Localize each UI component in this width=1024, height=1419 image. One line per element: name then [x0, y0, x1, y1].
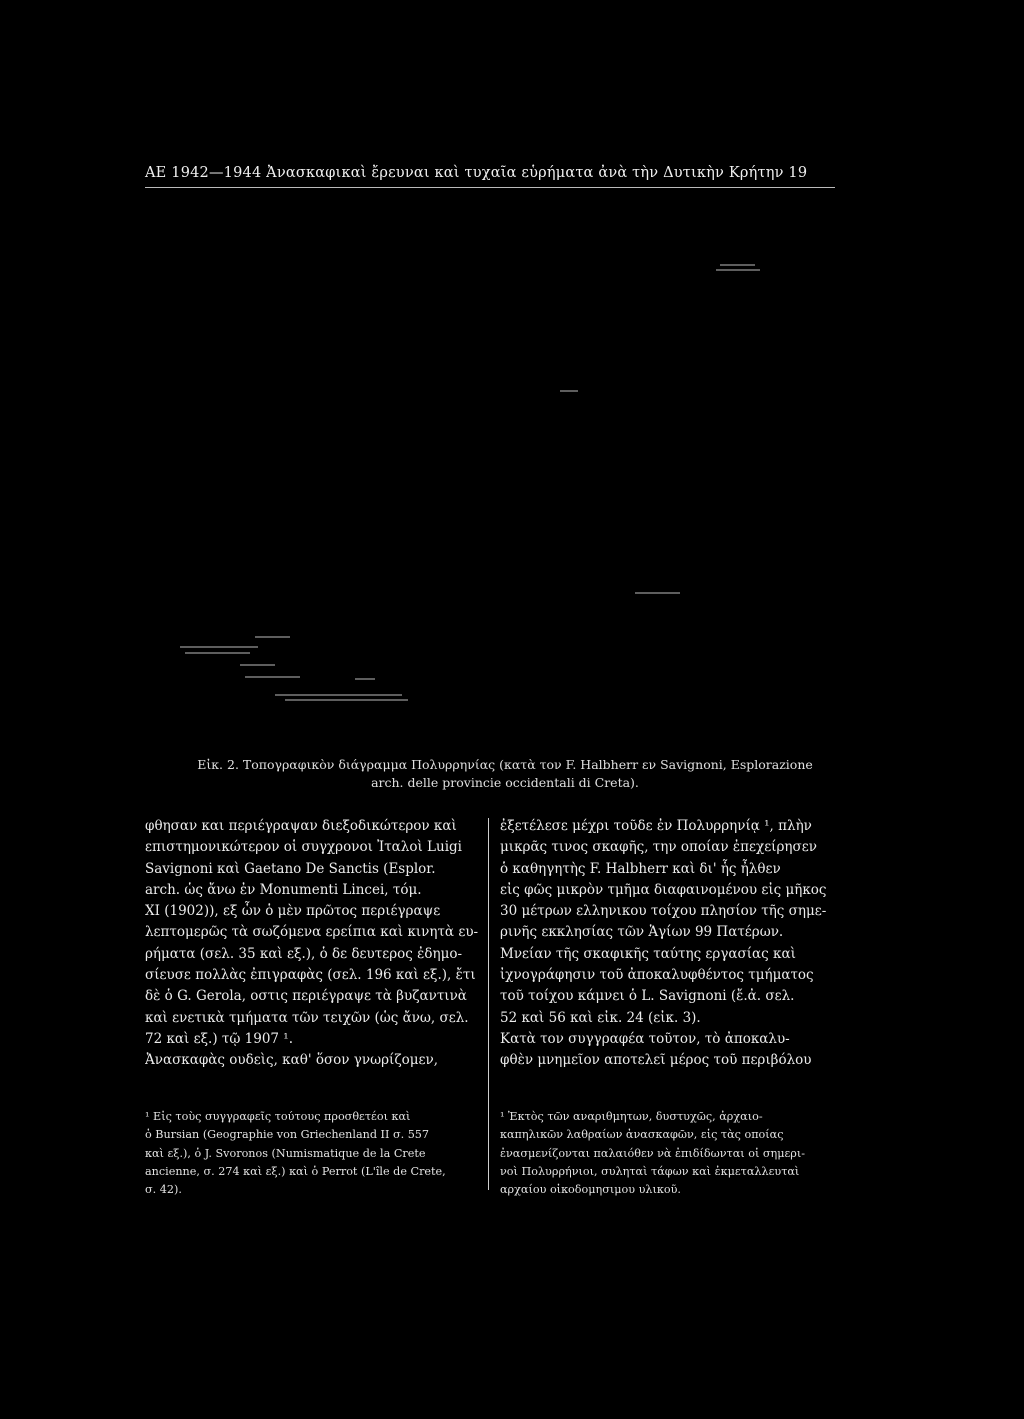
text-line: 30 μέτρων ελληνικου τοίχου πλησίον τῆς σημε- — [500, 903, 827, 920]
text-line: φθησαν και περιέγραψαν διεξοδικώτερον καὶ — [145, 818, 457, 834]
text-line: Ἀνασκαφὰς ουδεὶς, καθ' ὅσον γνωρίζομεν, — [145, 1052, 439, 1069]
footnote-line: ἐνασμενίζονται παλαιόθεν νὰ ἐπιδίδωνται οἱ σημερι- — [500, 1146, 806, 1160]
text-line: Savignoni καὶ Gaetano De Sanctis (Esplor. — [145, 860, 436, 877]
footnote-line: αρχαίου οἰκοδομησιμου υλικοῦ. — [500, 1183, 681, 1197]
text-line: σίευσε πολλὰς ἐπιγραφὰς (σελ. 196 καὶ εξ.), ἔτι — [145, 967, 476, 984]
text-line: δὲ ὁ G. Gerola, οστις περιέγραψε τὰ βυζαντινὰ — [145, 988, 467, 1005]
map-traces — [140, 195, 840, 755]
footnote-line: νοὶ Πολυρρήνιοι, συληταὶ τάφων καὶ ἐκμεταλλευταὶ — [500, 1164, 800, 1178]
text-line: εἰς φῶς μικρὸν τμῆμα διαφαινομένου εἰς μῆκος — [500, 881, 827, 898]
header-rule — [145, 187, 835, 188]
text-line: τοῦ τοίχου κάμνει ὁ L. Savignoni (ἔ.ἀ. σελ. — [500, 988, 795, 1005]
footnote-line: ancienne, σ. 274 καὶ εξ.) καὶ ὁ Perrot (L'île de Crete, — [145, 1164, 446, 1178]
footnote-line: καὶ εξ.), ὁ J. Svoronos (Numismatique de la Crete — [145, 1146, 426, 1160]
footnotes-left — [145, 1108, 490, 1199]
figure-caption — [175, 756, 835, 792]
topographic-map-figure — [140, 195, 840, 755]
text-line: μικρᾶς τινος σκαφῆς, την οποίαν ἐπεχείρησεν — [500, 839, 817, 856]
body-column-left — [145, 816, 480, 1072]
footnotes-right — [500, 1108, 845, 1199]
text-line: ρινῆς εκκλησίας τῶν Ἁγίων 99 Πατέρων. — [500, 924, 784, 941]
footnote-line: ¹ Ἐκτὸς τῶν αναριθμητων, δυστυχῶς, ἀρχαιο- — [500, 1110, 763, 1123]
text-line: φθὲν μνημεῖον αποτελεῖ μέρος τοῦ περιβόλου — [500, 1052, 812, 1069]
text-line: ὁ καθηγητὴς F. Halbherr καὶ δι' ἧς ἦλθεν — [500, 860, 781, 877]
footnote-line: ὁ Bursian (Geographie von Griechenland II σ. 557 — [145, 1128, 430, 1142]
text-line: καὶ ενετικὰ τμήματα τῶν τειχῶν (ὡς ἄνω, σελ. — [145, 1009, 469, 1026]
text-line: 52 καὶ 56 καὶ εἰκ. 24 (εἰκ. 3). — [500, 1009, 701, 1026]
text-line: arch. ὡς ἄνω ἐν Monumenti Lincei, τόμ. — [145, 881, 422, 898]
text-line: Μνείαν τῆς σκαφικῆς ταύτης εργασίας καὶ — [500, 945, 796, 962]
footnote-line: ¹ Εἰς τοὺς συγγραφεῖς τούτους προσθετέοι καὶ — [145, 1110, 411, 1123]
running-title: ΑΕ 1942—1944 Ἀνασκαφικαὶ ἔρευναι καὶ τυχαῖα εὑρήματα ἀνὰ τὴν Δυτικὴν Κρήτην 19 — [145, 165, 808, 181]
text-line: Κατὰ τον συγγραφέα τοῦτον, τὸ ἀποκαλυ- — [500, 1030, 790, 1047]
caption-line: arch. delle provincie occidentali di Creta). — [371, 775, 639, 790]
footnote-line: καπηλικῶν λαθραίων ἀνασκαφῶν, εἰς τὰς οποίας — [500, 1128, 784, 1142]
text-line: ἐξετέλεσε μέχρι τοῦδε ἐν Πολυρρηνίᾳ ¹, πλὴν — [500, 818, 812, 834]
text-line: ἰχνογράφησιν τοῦ ἀποκαλυφθέντος τμήματος — [500, 967, 814, 984]
footnote-line: σ. 42). — [145, 1183, 182, 1197]
body-column-right — [500, 816, 835, 1072]
text-line: επιστημονικώτερον οἱ συγχρονοι Ἰταλοὶ Luigi — [145, 839, 462, 856]
text-line: ρήματα (σελ. 35 καὶ εξ.), ὁ δε δευτερος ἐδημο- — [145, 945, 463, 962]
text-line: 72 καὶ εξ.) τῷ 1907 ¹. — [145, 1030, 294, 1047]
running-header — [145, 165, 835, 181]
caption-line: Εἰκ. 2. Τοπογραφικὸν διάγραμμα Πολυρρηνίας (κατὰ τον F. Halbherr εν Savignoni, Esplorazione — [197, 757, 813, 772]
text-line: λεπτομερῶς τὰ σωζόμενα ερείπια καὶ κινητὰ ευ- — [145, 924, 479, 941]
text-line: XI (1902)), εξ ὧν ὁ μὲν πρῶτος περιέγραψε — [145, 903, 441, 920]
